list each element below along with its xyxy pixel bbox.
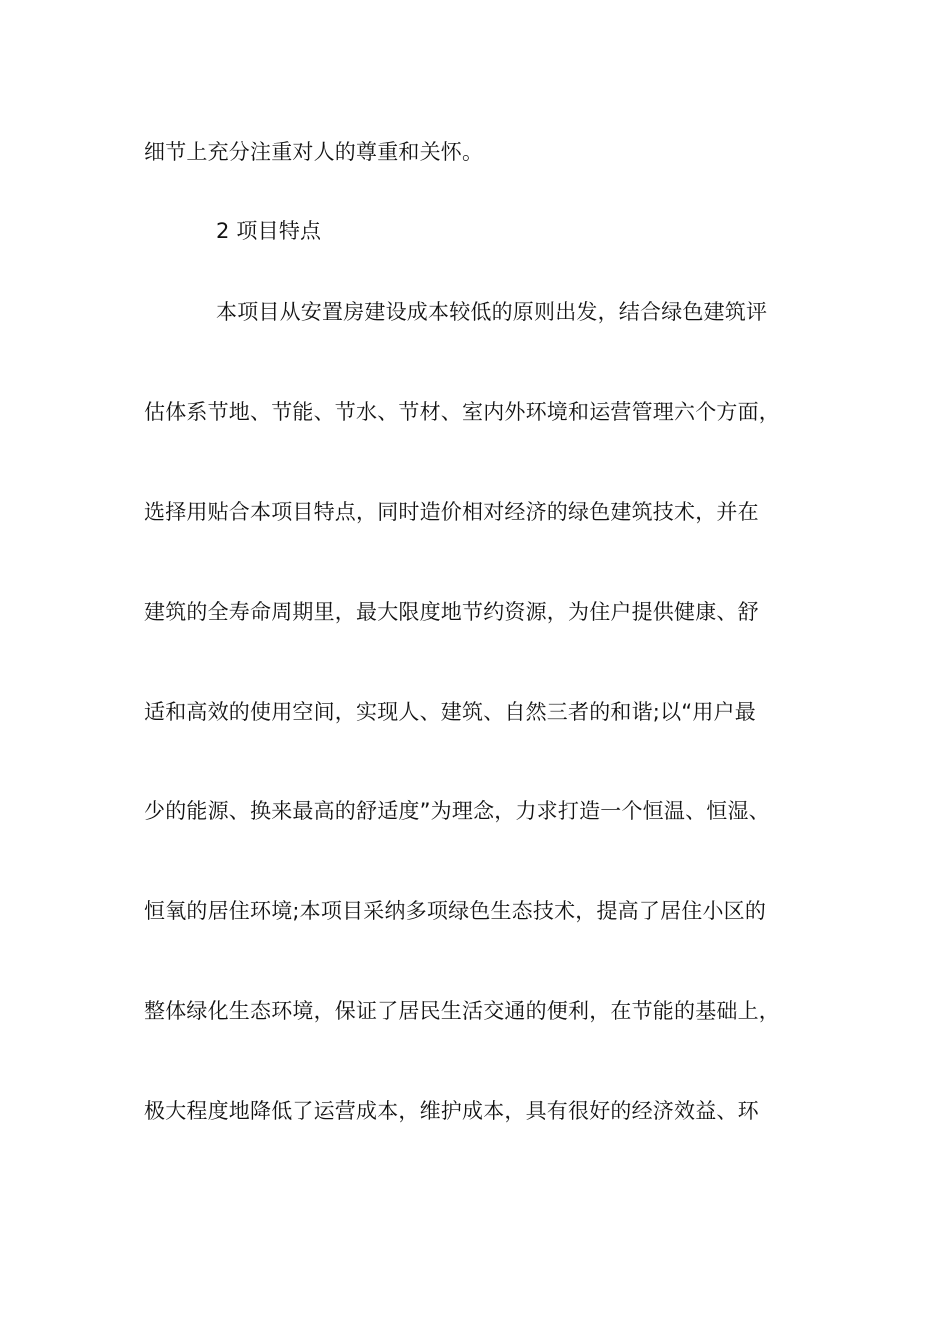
paragraph-line: 建筑的全寿命周期里，最大限度地节约资源，为住户提供健康、舒 [144, 600, 759, 624]
paragraph-line: 极大程度地降低了运营成本，维护成本，具有很好的经济效益、环 [144, 1099, 759, 1123]
paragraph-line: 细节上充分注重对人的尊重和关怀。 [144, 140, 484, 164]
paragraph-line: 少的能源、换来最高的舒适度”为理念，力求打造一个恒温、恒湿、 [144, 799, 770, 823]
paragraph-line: 估体系节地、节能、节水、节材、室内外环境和运营管理六个方面， [144, 400, 780, 424]
paragraph-line: 选择用贴合本项目特点，同时造价相对经济的绿色建筑技术，并在 [144, 500, 759, 524]
section-heading: 2 项目特点 [216, 219, 322, 243]
paragraph-line: 适和高效的使用空间，实现人、建筑、自然三者的和谐;以“用户最 [144, 700, 756, 724]
paragraph-line: 本项目从安置房建设成本较低的原则出发，结合绿色建筑评 [216, 300, 768, 324]
paragraph-line: 恒氧的居住环境;本项目采纳多项绿色生态技术，提高了居住小区的 [144, 899, 767, 923]
paragraph-line: 整体绿化生态环境，保证了居民生活交通的便利，在节能的基础上， [144, 999, 780, 1023]
